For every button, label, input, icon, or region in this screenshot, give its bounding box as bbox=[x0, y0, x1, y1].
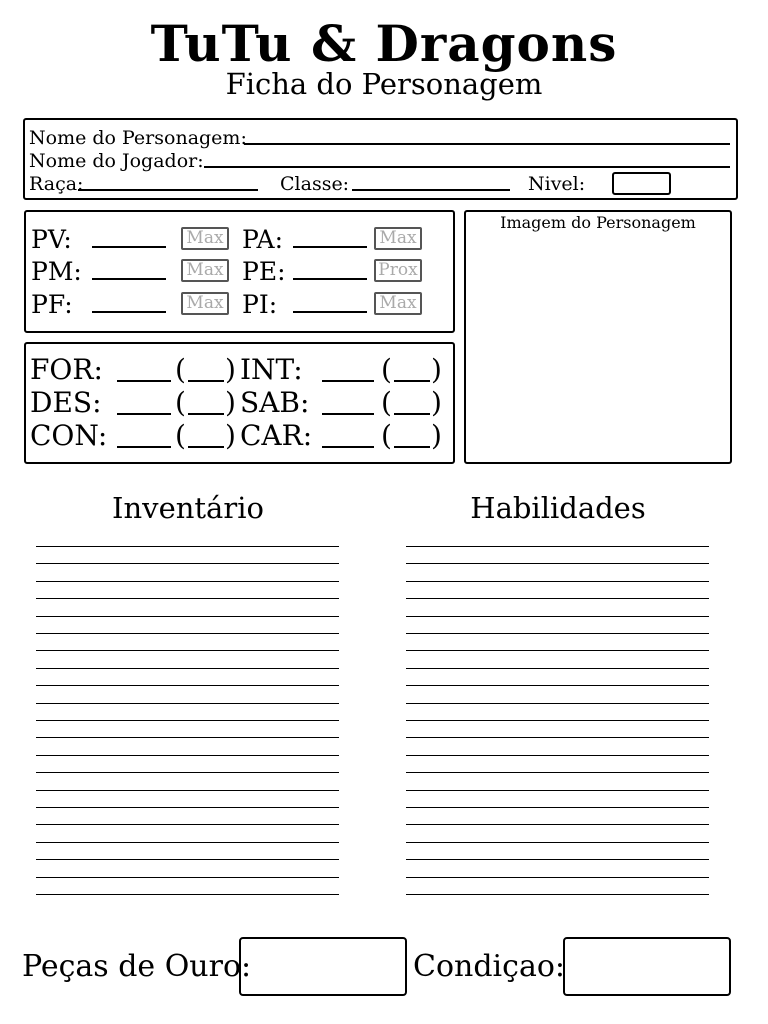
abilities-line[interactable] bbox=[406, 720, 709, 721]
resource-label-pm: PM: bbox=[31, 257, 82, 286]
sheet-title: TuTu & Dragons bbox=[150, 14, 618, 73]
attr-value-line-int[interactable] bbox=[322, 380, 374, 382]
resource-hint-pv[interactable]: Max bbox=[181, 227, 229, 250]
attr-mod-open-con: ( bbox=[175, 419, 186, 452]
inventory-line[interactable] bbox=[36, 616, 339, 617]
sheet-subtitle: Ficha do Personagem bbox=[225, 67, 543, 101]
abilities-line[interactable] bbox=[406, 877, 709, 878]
inventory-line[interactable] bbox=[36, 807, 339, 808]
resource-hint-pe[interactable]: Prox bbox=[374, 259, 422, 282]
attr-label-car: CAR: bbox=[240, 419, 313, 452]
attr-mod-line-for[interactable] bbox=[188, 380, 224, 382]
attr-label-con: CON: bbox=[30, 419, 108, 452]
attr-value-line-sab[interactable] bbox=[322, 413, 374, 415]
race-label: Raça: bbox=[29, 173, 84, 195]
abilities-line[interactable] bbox=[406, 894, 709, 895]
abilities-title: Habilidades bbox=[470, 491, 646, 525]
abilities-line[interactable] bbox=[406, 790, 709, 791]
inventory-line[interactable] bbox=[36, 546, 339, 547]
attr-mod-close-sab: ) bbox=[431, 386, 442, 419]
attr-mod-close-int: ) bbox=[431, 353, 442, 386]
attr-mod-close-des: ) bbox=[225, 386, 236, 419]
resource-label-pf: PF: bbox=[31, 290, 73, 319]
inventory-line[interactable] bbox=[36, 598, 339, 599]
resource-label-pv: PV: bbox=[31, 225, 72, 254]
gold-field[interactable] bbox=[239, 937, 407, 996]
abilities-line[interactable] bbox=[406, 563, 709, 564]
abilities-line[interactable] bbox=[406, 755, 709, 756]
abilities-line[interactable] bbox=[406, 668, 709, 669]
class-line[interactable] bbox=[352, 189, 510, 191]
level-field[interactable] bbox=[612, 172, 671, 195]
attr-value-line-for[interactable] bbox=[117, 380, 171, 382]
attr-mod-line-int[interactable] bbox=[394, 380, 430, 382]
attr-mod-line-con[interactable] bbox=[188, 446, 224, 448]
attr-mod-line-sab[interactable] bbox=[394, 413, 430, 415]
inventory-line[interactable] bbox=[36, 824, 339, 825]
inventory-line[interactable] bbox=[36, 737, 339, 738]
race-line[interactable] bbox=[78, 189, 258, 191]
resource-hint-pm[interactable]: Max bbox=[181, 259, 229, 282]
abilities-line[interactable] bbox=[406, 772, 709, 773]
player-name-label: Nome do Jogador: bbox=[29, 150, 204, 172]
character-name-label: Nome do Personagem: bbox=[29, 127, 247, 149]
portrait-label: Imagem do Personagem bbox=[500, 213, 696, 232]
resource-hint-pf[interactable]: Max bbox=[181, 292, 229, 315]
inventory-title: Inventário bbox=[112, 491, 264, 525]
abilities-line[interactable] bbox=[406, 581, 709, 582]
attr-label-int: INT: bbox=[240, 353, 303, 386]
attr-mod-open-int: ( bbox=[381, 353, 392, 386]
attr-mod-open-des: ( bbox=[175, 386, 186, 419]
level-label: Nivel: bbox=[528, 173, 586, 195]
inventory-line[interactable] bbox=[36, 720, 339, 721]
abilities-line[interactable] bbox=[406, 842, 709, 843]
abilities-line[interactable] bbox=[406, 633, 709, 634]
resource-hint-pi[interactable]: Max bbox=[374, 292, 422, 315]
inventory-line[interactable] bbox=[36, 563, 339, 564]
character-name-line[interactable] bbox=[244, 143, 730, 145]
attr-value-line-con[interactable] bbox=[117, 446, 171, 448]
resource-hint-pa[interactable]: Max bbox=[374, 227, 422, 250]
inventory-line[interactable] bbox=[36, 859, 339, 860]
resource-line-pv[interactable] bbox=[92, 246, 166, 248]
abilities-line[interactable] bbox=[406, 703, 709, 704]
inventory-line[interactable] bbox=[36, 894, 339, 895]
abilities-line[interactable] bbox=[406, 737, 709, 738]
inventory-line[interactable] bbox=[36, 790, 339, 791]
resource-label-pi: PI: bbox=[242, 290, 278, 319]
attr-label-des: DES: bbox=[30, 386, 102, 419]
condition-field[interactable] bbox=[563, 937, 731, 996]
abilities-line[interactable] bbox=[406, 685, 709, 686]
portrait-box[interactable] bbox=[464, 210, 732, 464]
attr-mod-line-des[interactable] bbox=[188, 413, 224, 415]
inventory-line[interactable] bbox=[36, 685, 339, 686]
resource-line-pf[interactable] bbox=[92, 311, 166, 313]
inventory-line[interactable] bbox=[36, 772, 339, 773]
abilities-line[interactable] bbox=[406, 598, 709, 599]
resource-line-pa[interactable] bbox=[293, 246, 367, 248]
abilities-line[interactable] bbox=[406, 616, 709, 617]
inventory-line[interactable] bbox=[36, 842, 339, 843]
attr-mod-close-for: ) bbox=[225, 353, 236, 386]
abilities-line[interactable] bbox=[406, 859, 709, 860]
resource-label-pe: PE: bbox=[242, 257, 286, 286]
abilities-line[interactable] bbox=[406, 807, 709, 808]
attr-mod-open-car: ( bbox=[381, 419, 392, 452]
attr-mod-open-sab: ( bbox=[381, 386, 392, 419]
abilities-line[interactable] bbox=[406, 546, 709, 547]
class-label: Classe: bbox=[280, 173, 350, 195]
inventory-line[interactable] bbox=[36, 633, 339, 634]
inventory-line[interactable] bbox=[36, 755, 339, 756]
attr-label-for: FOR: bbox=[30, 353, 103, 386]
attr-mod-open-for: ( bbox=[175, 353, 186, 386]
inventory-line[interactable] bbox=[36, 877, 339, 878]
condition-label: Condiçao: bbox=[413, 949, 565, 984]
attr-mod-close-con: ) bbox=[225, 419, 236, 452]
attr-mod-close-car: ) bbox=[431, 419, 442, 452]
attr-value-line-car[interactable] bbox=[322, 446, 374, 448]
attr-mod-line-car[interactable] bbox=[394, 446, 430, 448]
inventory-line[interactable] bbox=[36, 650, 339, 651]
player-name-line[interactable] bbox=[204, 166, 730, 168]
abilities-line[interactable] bbox=[406, 824, 709, 825]
resource-line-pi[interactable] bbox=[293, 311, 367, 313]
resource-label-pa: PA: bbox=[242, 225, 284, 254]
resource-line-pe[interactable] bbox=[293, 278, 367, 280]
gold-label: Peças de Ouro: bbox=[22, 949, 252, 984]
inventory-line[interactable] bbox=[36, 581, 339, 582]
inventory-line[interactable] bbox=[36, 668, 339, 669]
abilities-line[interactable] bbox=[406, 650, 709, 651]
inventory-line[interactable] bbox=[36, 703, 339, 704]
attr-value-line-des[interactable] bbox=[117, 413, 171, 415]
resource-line-pm[interactable] bbox=[92, 278, 166, 280]
attr-label-sab: SAB: bbox=[240, 386, 310, 419]
